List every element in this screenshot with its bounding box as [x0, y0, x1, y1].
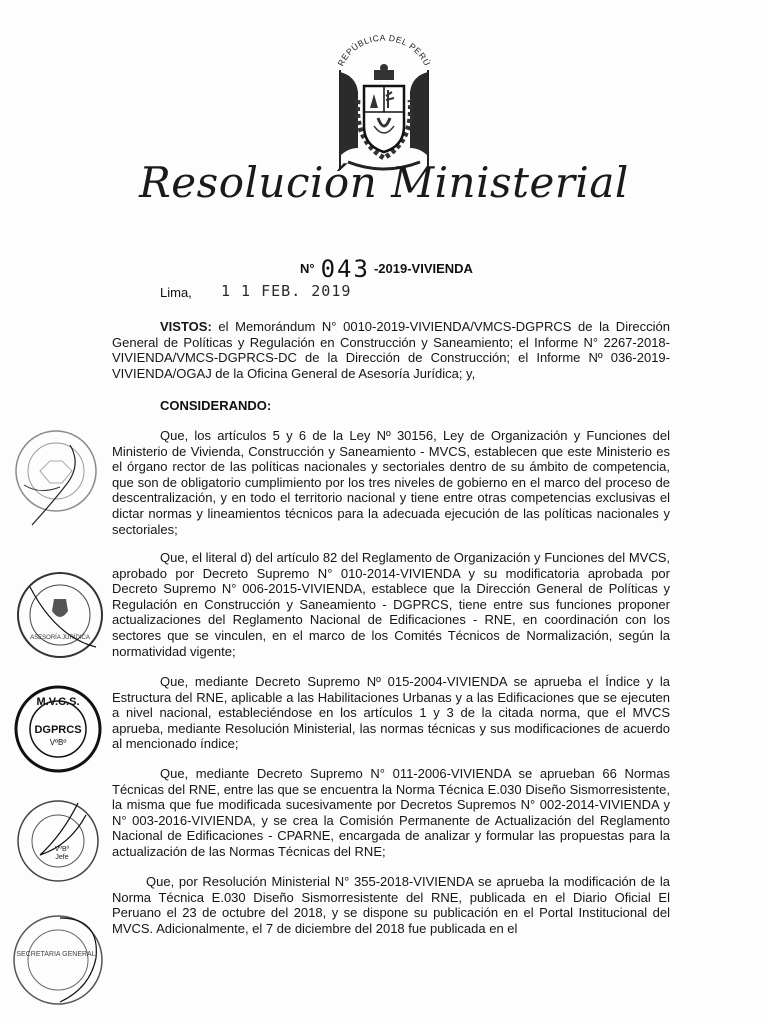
number-prefix: N°: [300, 261, 315, 276]
considerando-paragraph-4: Que, mediante Decreto Supremo N° 011-2006-VIVIENDA se aprueban 66 Normas Técnicas del RNE, entre las que se encuentra la Norma Técnica E.030 Diseño Sismorresistente, la misma que fue modificada sucesivamente por Decretos Supremos N° 002-2014-VIVIENDA y N° 003-2016-VIVIENDA, y se crea la Comisión Permanente de Actualización del Reglamento Nacional de Edificaciones - CPARNE, encargada de analizar y formular las propuestas para la actualización de las Normas Técnicas del RNE;: [112, 766, 670, 859]
seal-3-top: M.V.C.S.: [36, 696, 80, 708]
dateline: [160, 282, 352, 300]
seal-2-label: ASESORÍA JURÍDICA: [30, 635, 90, 641]
margin-seal-5: [10, 908, 108, 1016]
vistos-text: el Memorándum N° 0010-2019-VIVIENDA/VMCS-DGPRCS de la Dirección General de Políticas y Regulación en Construcción y Saneamiento; el Informe N° 2267-2018-VIVIENDA/VMCS-DGPRCS-DC de la Dirección de Construcción; el Informe Nº 036-2019-VIVIENDA/OGAJ de la Oficina General de Asesoría Jurídica; y,: [112, 319, 670, 381]
margin-seal-2: [10, 567, 108, 665]
seal-3-low: VºBº: [49, 738, 67, 747]
document-title: Resolución Ministerial: [139, 158, 629, 207]
considerando-paragraph-3: Que, mediante Decreto Supremo Nº 015-2004-VIVIENDA se aprueba el Índice y la Estructura del RNE, aplicable a las Habilitaciones Urbanas y a las Edificaciones que se ejecuten a nivel nacional, estableciéndose en los artículos 1 y 3 de la citada norma, que el MVCS aprueba, mediante Resolución Ministerial, las normas técnicas y sus modificaciones de acuerdo al mencionado índice;: [112, 674, 670, 752]
considerando-heading: CONSIDERANDO:: [160, 398, 272, 413]
number-suffix: -2019-VIVIENDA: [373, 261, 473, 276]
emblem-arc-text: REPÚBLICA DEL PERÚ: [335, 32, 433, 68]
margin-seal-4: [10, 795, 108, 893]
seal-3-mid: DGPRCS: [34, 724, 82, 736]
place-label: Lima,: [160, 285, 192, 300]
margin-seal-3: [10, 683, 108, 781]
considerando-paragraph-1: Que, los artículos 5 y 6 de la Ley Nº 30156, Ley de Organización y Funciones del Ministerio de Vivienda, Construcción y Saneamiento - MVCS, establecen que este Ministerio es el órgano rector de las políticas nacionales y sectoriales dentro de su ámbito de competencia, que son de obligatorio cumplimiento por los tres niveles de gobierno en el marco del proceso de descentralización, y en todo el territorio nacional y tiene entre otras competencias exclusivas el dictar normas y lineamientos técnicos para la adecuada ejecución de las políticas nacionales y sectoriales;: [112, 428, 670, 537]
svg-text:REPÚBLICA DEL PERÚ: [335, 33, 432, 68]
margin-seal-1: [10, 425, 108, 523]
vistos-paragraph: [112, 319, 670, 381]
vistos-label: VISTOS:: [160, 319, 212, 334]
seal-4-vobo: VºBº: [54, 846, 70, 853]
considerando-paragraph-5: Que, por Resolución Ministerial N° 355-2018-VIVIENDA se aprueba la modificación de la Norma Técnica E.030 Diseño Sismorresistente del RNE, publicada en el Diario Oficial El Peruano el 23 de octubre del 2018, y se dispone su publicación en el Portal Institucional del MVCS. Adicionalmente, el 7 de diciembre del 2018 fue publicada en el: [112, 874, 670, 936]
date-stamp: 1 1 FEB. 2019: [221, 282, 352, 300]
seal-5-label: SECRETARIA GENERAL: [16, 951, 96, 958]
seal-4-role: Jefe: [55, 854, 69, 861]
resolution-number: [300, 255, 473, 283]
considerando-paragraph-2: Que, el literal d) del artículo 82 del Reglamento de Organización y Funciones del MVCS, aprobado por Decreto Supremo N° 010-2014-VIVIENDA y su modificatoria aprobada por Decreto Supremo N° 006-2015-VIVIENDA, establece que la Dirección General de Políticas y Regulación en Construcción y Saneamiento - DGPRCS, tiene entre sus funciones proponer actualizaciones del Reglamento Nacional de Edificaciones - RNE, en coordinación con los sectores que se vinculen, en el marco de los Comités Técnicos de Normalización, según la normatividad vigente;: [112, 550, 670, 659]
number-handwritten: 043: [320, 255, 370, 283]
